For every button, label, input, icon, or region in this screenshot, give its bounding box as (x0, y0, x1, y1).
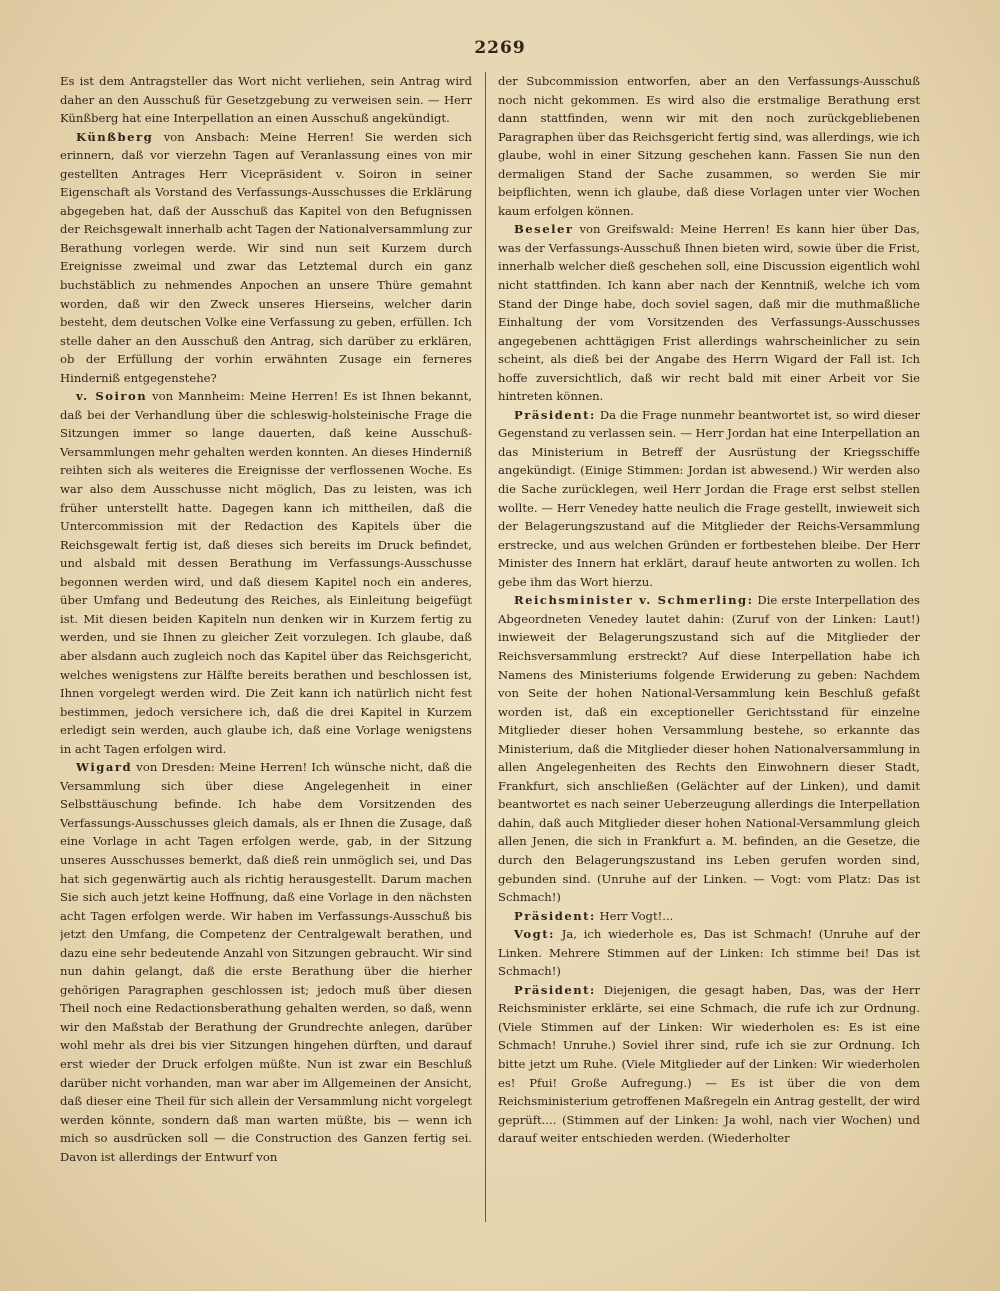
paragraph-text: von Greifswald: Meine Herren! Es kann hier über Das, was der Verfassungs-Ausschuß Ihnen bieten wird, sowie über die Frist, innerhalb welcher dieß geschehen soll, eine Discussion eigentlich wohl nicht stattfinden. Ich kann aber nach der Kenntniß, welche ich vom Stand der Dinge habe, doch soviel sagen, daß mir die muthmaßliche Einhaltung der vom Vorsitzenden des Verfassungs-Ausschusses angegebenen achttägigen Frist allerdings wahrscheinlicher zu sein scheint, als dieß bei der Angabe des Herrn Wigard der Fall ist. Ich hoffe zuversichtlich, daß wir recht bald mit einer Arbeit vor Sie hintreten können. (498, 222, 920, 404)
speaker-name: Präsident: (514, 407, 596, 422)
speaker-name: Künßberg (76, 129, 154, 144)
paragraph-text: Diejenigen, die gesagt haben, Das, was der Herr Reichsminister erklärte, sei eine Schmach, die rufe ich zur Ordnung. (Viele Stimmen auf der Linken: Wir wiederholen es: Es ist eine Schmach! Unruhe.) Soviel ihrer sind, rufe ich sie zur Ordnung. Ich bitte jetzt um Ruhe. (Viele Mitglieder auf der Linken: Wir wiederholen es! Pfui! Große Aufregung.) — Es ist über die von dem Reichsministerium getroffenen Maßregeln ein Antrag gestellt, der wird geprüft.... (Stimmen auf der Linken: Ja wohl, nach vier Wochen) und darauf weiter entschieden werden. (Wiederholter (498, 982, 920, 1146)
paragraph (498, 591, 920, 906)
speaker-name: v. Soiron (76, 389, 148, 404)
paragraph (498, 72, 920, 220)
paragraph-text: Herr Vogt!... (595, 908, 674, 923)
paragraph-text: von Dresden: Meine Herren! Ich wünsche nicht, daß die Versammlung sich über diese Angelegenheit in einer Selbsttäuschung befinde. Ich habe dem Vorsitzenden des Verfassungs-Ausschusses gleich damals, als er Ihnen die Zusage, daß eine Vorlage in acht Tagen erfolgen werde, gab, in der Sitzung unseres Ausschusses bemerkt, daß dieß rein unmöglich sei, und Das hat sich gegenwärtig auch als richtig herausgestellt. Darum machen Sie sich auch jetzt keine Hoffnung, daß eine Vorlage in den nächsten acht Tagen erfolgen werde. Wir haben im Verfassungs-Ausschuß bis jetzt den Umfang, die Competenz der Centralgewalt berathen, und dazu eine sehr bedeutende Anzahl von Sitzungen gebraucht. Wir sind nun dahin gelangt, daß die erste Berathung über die hierher gehörigen Paragraphen geschlossen ist; jedoch muß über diesen Theil noch eine Redactionsberathung gehalten werden, so daß, wenn wir den Maßstab der Berathung der Grundrechte anlegen, darüber wohl mehr als drei bis vier Sitzungen hingehen dürften, und darauf erst wieder der Druck erfolgen müßte. Nun ist zwar ein Beschluß darüber nicht vorhanden, man war aber im Allgemeinen der Ansicht, daß dieser eine Theil für sich allein der Versammlung nicht vorgelegt werden könnte, sondern daß man warten müßte, bis — wenn ich mich so ausdrücken soll — die Construction des Ganzen fertig sei. Davon ist allerdings der Entwurf von (60, 760, 472, 1164)
speaker-name: Reichsminister v. Schmerling: (514, 593, 754, 608)
paragraph-text: von Ansbach: Meine Herren! Sie werden sich erinnern, daß vor vierzehn Tagen auf Veranlassung eines von mir gestellten Antrages Herr Vicepräsident v. Soiron in seiner Eigenschaft als Vorstand des Verfassungs-Ausschusses die Erklärung abgegeben hat, daß der Ausschuß das Kapitel von den Befugnissen der Reichsgewalt innerhalb acht Tagen der Nationalversammlung zur Berathung vorlegen werde. Wir sind nun seit Kurzem durch Ereignisse zweimal und zwar das Letztemal durch ein ganz buchstäblich zu nehmendes Anpochen an unsere Thüre gemahnt worden, daß wir den Zweck unseres Hierseins, welcher darin besteht, dem deutschen Volke eine Verfassung zu geben, erfüllen. Ich stelle daher an den Ausschuß den Antrag, sich darüber zu erklären, ob der Erfüllung der vorhin erwähnten Zusage ein ferneres Hinderniß entgegenstehe? (60, 129, 472, 385)
paragraph-text: Da die Frage nunmehr beantwortet ist, so wird dieser Gegenstand zu verlassen sein. — Herr Jordan hat eine Interpellation an das Ministerium in Betreff der Ausrüstung der Kriegsschiffe angekündigt. (Einige Stimmen: Jordan ist abwesend.) Wir werden also die Sache zurücklegen, weil Herr Jordan die Frage erst selbst stellen wollte. — Herr Venedey hatte neulich die Frage gestellt, inwieweit sich der Belagerungszustand auf die Mitglieder der Reichs-Versammlung erstrecke, und aus welchen Gründen er fortbestehen bleibe. Der Herr Minister des Innern hat erklärt, darauf heute antworten zu wollen. Ich gebe ihm das Wort hierzu. (498, 407, 920, 589)
paragraph (498, 220, 920, 405)
paragraph-text: Es ist dem Antragsteller das Wort nicht verliehen, sein Antrag wird daher an den Ausschuß für Gesetzgebung zu verweisen sein. — Herr Künßberg hat eine Interpellation an einen Ausschuß angekündigt. (60, 74, 472, 126)
paragraph (498, 981, 920, 1148)
speaker-name: Wigard (76, 760, 133, 775)
paragraph-text: Die erste Interpellation des Abgeordneten Venedey lautet dahin: (Zuruf von der Linken: Laut!) inwieweit der Belagerungszustand sich auf die Mitglieder der Reichsversammlung erstreckt? Auf diese Interpellation habe ich Namens des Ministeriums folgende Erwiderung zu geben: Nachdem von Seite der hohen National-Versammlung kein Beschluß gefaßt worden ist, daß ein exceptioneller Gerichtsstand für einzelne Mitglieder dieser hohen Versammlung bestehe, so erkannte das Ministerium, daß die Mitglieder dieser hohen Nationalversammlung in allen Angelegenheiten des Rechts den Einwohnern dieser Stadt, Frankfurt, sich anschließen (Gelächter auf der Linken), und damit beantwortet es nach seiner Ueberzeugung allerdings die Interpellation dahin, daß auch Mitglieder dieser hohen National-Versammlung gleich allen Jenen, die sich in Frankfurt a. M. befinden, an die Gesetze, die durch den Belagerungszustand ins Leben gerufen worden sind, gebunden sind. (Unruhe auf der Linken. — Vogt: vom Platz: Das ist Schmach!) (498, 593, 920, 905)
right-column (498, 72, 920, 1222)
paragraph (60, 128, 472, 388)
paragraph (498, 907, 920, 926)
speaker-name: Vogt: (514, 927, 555, 942)
paragraph (60, 387, 472, 758)
paragraph (60, 758, 472, 1166)
paragraph-text: der Subcommission entworfen, aber an den Verfassungs-Ausschuß noch nicht gekommen. Es wird also die erstmalige Berathung erst dann stattfinden, wenn wir mit den noch zurückgebliebenen Paragraphen über das Reichsgericht fertig sind, was allerdings, wie ich glaube, wohl in einer Sitzung geschehen kann. Fassen Sie nun den dermaligen Stand der Sache zusammen, so werden Sie mir beipflichten, wenn ich glaube, daß diese Vorlagen unter vier Wochen kaum erfolgen können. (498, 74, 920, 218)
paragraph-text: Ja, ich wiederhole es, Das ist Schmach! (Unruhe auf der Linken. Mehrere Stimmen auf der Linken: Ich stimme bei! Das ist Schmach!) (498, 927, 920, 979)
paragraph (498, 406, 920, 591)
left-column (60, 72, 472, 1222)
speaker-name: Präsident: (514, 908, 596, 923)
speaker-name: Präsident: (514, 982, 596, 997)
page-number: 2269 (474, 38, 526, 58)
paragraph-text: von Mannheim: Meine Herren! Es ist Ihnen bekannt, daß bei der Verhandlung über die schleswig-holsteinische Frage die Sitzungen immer so lange dauerten, daß keine Ausschuß-Versammlungen mehr gehalten werden konnten. An dieses Hinderniß reihten sich als weiteres die Ereignisse der verflossenen Woche. Es war also dem Ausschusse nicht möglich, Das zu leisten, was ich früher unterstellt hatte. Dagegen kann ich mittheilen, daß die Untercommission mit der Redaction des Kapitels über die Reichsgewalt fertig ist, daß dieses sich bereits im Druck befindet, und alsbald mit dessen Berathung im Verfassungs-Ausschusse begonnen werden wird, und daß diesem Kapitel noch ein anderes, über Umfang und Bedeutung des Reiches, als Einleitung beigefügt ist. Mit diesen beiden Kapiteln nun denken wir in Kurzem fertig zu werden, und sie Ihnen zu gleicher Zeit vorzulegen. Ich glaube, daß aber alsdann auch zugleich noch das Kapitel über das Reichsgericht, welches wenigstens zur Hälfte bereits berathen und beschlossen ist, Ihnen vorgelegt werden wird. Die Zeit kann ich natürlich nicht fest bestimmen, jedoch versichere ich, daß die drei Kapitel in Kurzem erledigt sein werden, auch glaube ich, daß eine Vorlage wenigstens in acht Tagen erfolgen wird. (60, 389, 472, 756)
paragraph (60, 72, 472, 128)
speaker-name: Beseler (514, 222, 574, 237)
column-divider (485, 72, 486, 1222)
paragraph (498, 925, 920, 981)
